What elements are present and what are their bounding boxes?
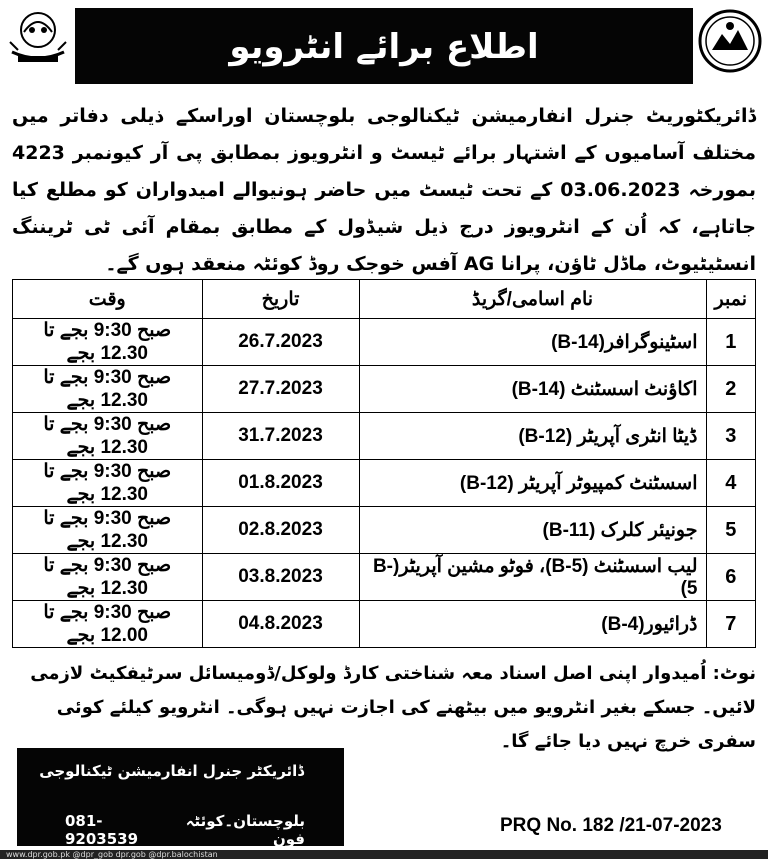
row-post: اسٹینوگرافر(B-14): [359, 319, 706, 366]
row-number: 4: [706, 460, 756, 507]
table-row: [13, 319, 756, 366]
note-text: نوٹ: اُمیدوار اپنی اصل اسناد معہ شناختی کارڈ ولوکل/ڈومیسائل سرٹیفکیٹ لازمی لائیں۔ جسکے بغیر انٹرویو میں بیٹھنے کی اجازت نہیں ہوگی۔ انٹرویو کیلئے کوئی سفری خرچ نہیں دیا جائے گا۔: [30, 663, 756, 752]
row-post: ڈرائیور(B-4): [359, 601, 706, 648]
row-number: 7: [706, 601, 756, 648]
row-time: صبح 9:30 بجے تا 12.30 بجے: [13, 507, 203, 554]
row-number: 6: [706, 554, 756, 601]
row-time: صبح 9:30 بجے تا 12.30 بجے: [13, 554, 203, 601]
row-post: اکاؤنٹ اسسٹنٹ (B-14): [359, 366, 706, 413]
interview-schedule-table: [12, 279, 756, 648]
table-row: [13, 554, 756, 601]
row-post: جونیئر کلرک (B-11): [359, 507, 706, 554]
signature-phone: 081-9203539: [65, 812, 139, 848]
row-date: 31.7.2023: [202, 413, 359, 460]
row-date: 27.7.2023: [202, 366, 359, 413]
header: [0, 0, 768, 92]
row-date: 04.8.2023: [202, 601, 359, 648]
government-emblem-icon: [4, 6, 72, 76]
signature-box: [17, 748, 344, 846]
header-post: نام اسامی/گریڈ: [359, 280, 706, 319]
table-header-row: [13, 280, 756, 319]
row-post: اسسٹنٹ کمپیوٹر آپریٹر (B-12): [359, 460, 706, 507]
row-time: صبح 9:30 بجے تا 12.30 بجے: [13, 460, 203, 507]
row-time: صبح 9:30 بجے تا 12.00 بجے: [13, 601, 203, 648]
row-time: صبح 9:30 بجے تا 12.30 بجے: [13, 366, 203, 413]
signature-designation: ڈائریکٹر جنرل انفارمیشن ٹیکنالوجی: [39, 762, 304, 780]
row-date: 26.7.2023: [202, 319, 359, 366]
header-date: تاریخ: [202, 280, 359, 319]
signature-contact: [65, 812, 305, 848]
table-row: [13, 507, 756, 554]
balochistan-emblem-icon: [696, 6, 764, 76]
row-date: 01.8.2023: [202, 460, 359, 507]
page-title: اطلاع برائے انٹرویو: [75, 8, 693, 84]
prq-number: PRQ No. 182 /21-07-2023: [500, 815, 722, 836]
row-date: 03.8.2023: [202, 554, 359, 601]
table-row: [13, 460, 756, 507]
row-time: صبح 9:30 بجے تا 12.30 بجے: [13, 413, 203, 460]
row-number: 1: [706, 319, 756, 366]
intro-paragraph: ڈائریکٹوریٹ جنرل انفارمیشن ٹیکنالوجی بلوچستان اوراسکے ذیلی دفاتر میں مختلف آسامیوں کے اشتہار برائے ٹیسٹ و انٹرویوز بمطابق پی آر کیونمبر 4223 بمورخہ 03.06.2023 کے تحت ٹیسٹ میں حاضر ہونیوالے امیدواران کو مطلع کیا جاتاہے، کہ اُن کے انٹرویوز درج ذیل شیڈول کے مطابق بمقام آئی ٹی ٹریننگ انسٹیٹیوٹ، ماڈل ٹاؤن، پرانا AG آفس خوجک روڈ کوئٹہ منعقد ہوں گے۔: [12, 105, 756, 275]
row-time: صبح 9:30 بجے تا 12.30 بجے: [13, 319, 203, 366]
footer-strip: www.dpr.gob.pk @dpr_gob dpr.gob @dpr.balochistan: [0, 850, 768, 859]
table-row: [13, 413, 756, 460]
row-date: 02.8.2023: [202, 507, 359, 554]
table-row: [13, 366, 756, 413]
table-row: [13, 601, 756, 648]
row-post: ڈیٹا انٹری آپریٹر (B-12): [359, 413, 706, 460]
row-post: لیب اسسٹنٹ (B-5)، فوٹو مشین آپریٹر(B-5): [359, 554, 706, 601]
header-number: نمبر: [706, 280, 756, 319]
row-number: 5: [706, 507, 756, 554]
signature-city: بلوچستان۔کوئٹہ فون: [185, 812, 305, 848]
row-number: 2: [706, 366, 756, 413]
header-time: وقت: [13, 280, 203, 319]
row-number: 3: [706, 413, 756, 460]
